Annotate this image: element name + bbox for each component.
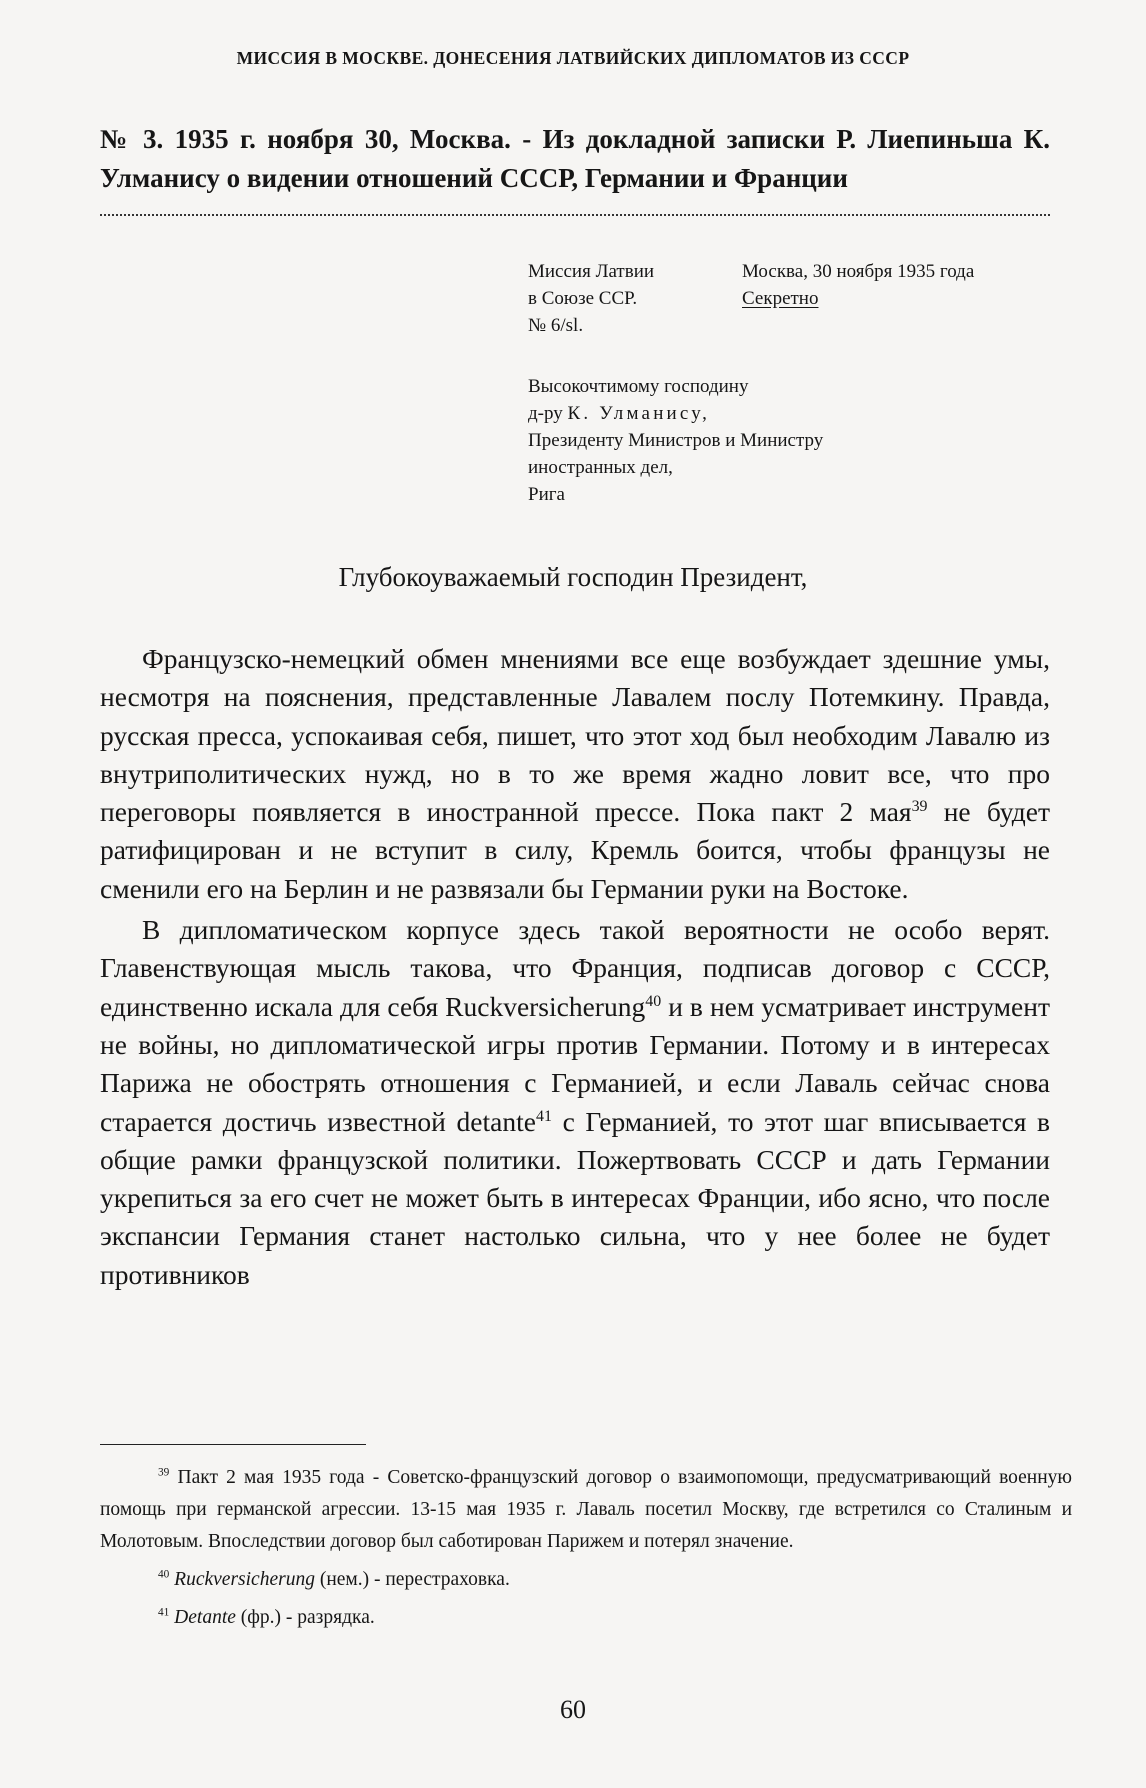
addressee-line-4: иностранных дел, <box>528 457 673 478</box>
footnote-40: $^{40}$ Ruckversicherung (нем.) - перестраховка. <box>158 1568 510 1590</box>
classification-mark: Секретно <box>742 288 819 309</box>
addressee-line-1: Высокочтимому господину <box>528 376 749 397</box>
body-paragraph-1: Французско-немецкий обмен мнениями все еще возбуждает здешние умы, несмотря на пояснения, представленные Лавалем послу Потемкину. Правда, русская пресса, успокаивая себя, пишет, что этот ход был необходим Лавалю из внутриполитических нужд, но в то же время жадно ловит все, что про переговоры появляется в иностранной прессе. Пока пакт 2 мая$^{39}$ не будет ратифицирован и не вступит в силу, Кремль боится, чтобы французы не сменили его на Берлин и не развязали бы Германии руки на Востоке. <box>100 643 1050 904</box>
addressee-name: К. Улманису, <box>567 403 711 424</box>
addressee-prefix: д-ру <box>528 403 568 424</box>
running-head: МИССИЯ В МОСКВЕ. ДОНЕСЕНИЯ ЛАТВИЙСКИХ ДИПЛОМАТОВ ИЗ СССР <box>236 48 910 68</box>
page-number: 60 <box>560 1695 586 1724</box>
sender-line-2: в Союзе ССР. <box>528 288 638 309</box>
title-dotted-rule <box>100 214 1050 216</box>
body-paragraph-2: В дипломатическом корпусе здесь такой вероятности не особо верят. Главенствующая мысль такова, что Франция, подписав договор с СССР, единственно искала для себя Ruckversicherung$^{40}$ и в нем усматривает инструмент не войны, но дипломатической игры против Германии. Потому и в интересах Парижа не обострять отношения с Германией, и если Лаваль сейчас снова старается достичь известной detante$^{41}$ с Германией, то этот шаг вписывается в общие рамки французской политики. Пожертвовать СССР и дать Германии укрепиться за его счет не может быть в интересах Франции, ибо ясно, что после экспансии Германия станет настолько сильна, что у нее более не будет противников <box>100 914 1050 1290</box>
sender-block <box>528 258 748 339</box>
sender-line-1: Миссия Латвии <box>528 261 655 282</box>
footnote-41: $^{41}$ Detante (фр.) - разрядка. <box>158 1606 375 1628</box>
footnote-39: $^{39}$ Пакт 2 мая 1935 года - Советско-французский договор о взаимопомощи, предусматривающий военную помощь при германской агрессии. 13-15 мая 1935 г. Лаваль посетил Москву, где встретился со Сталиным и Молотовым. Впоследствии договор был саботирован Парижем и потерял значение. <box>100 1466 1072 1552</box>
salutation: Глубокоуважаемый господин Президент, <box>338 562 808 592</box>
addressee-block <box>528 373 988 508</box>
document-number: № 6/sl. <box>528 315 584 336</box>
footnote-ref-41: 41 <box>535 1107 552 1125</box>
document-title: № 3. 1935 г. ноября 30, Москва. - Из докладной записки Р. Лиепиньша К. Улманису о видении отношений СССР, Германии и Франции <box>100 124 1050 193</box>
place-date-block <box>742 258 1072 312</box>
place-date: Москва, 30 ноября 1935 года <box>742 261 975 282</box>
letter-body <box>100 640 1050 1294</box>
footnotes <box>100 1462 1072 1634</box>
footnote-ref-40: 40 <box>645 992 662 1010</box>
footnote-ref-39: 39 <box>911 798 928 816</box>
footnote-separator <box>100 1444 366 1445</box>
addressee-line-3: Президенту Министров и Министру <box>528 430 824 451</box>
addressee-line-5: Рига <box>528 484 565 505</box>
addressee-line-2 <box>528 400 988 427</box>
